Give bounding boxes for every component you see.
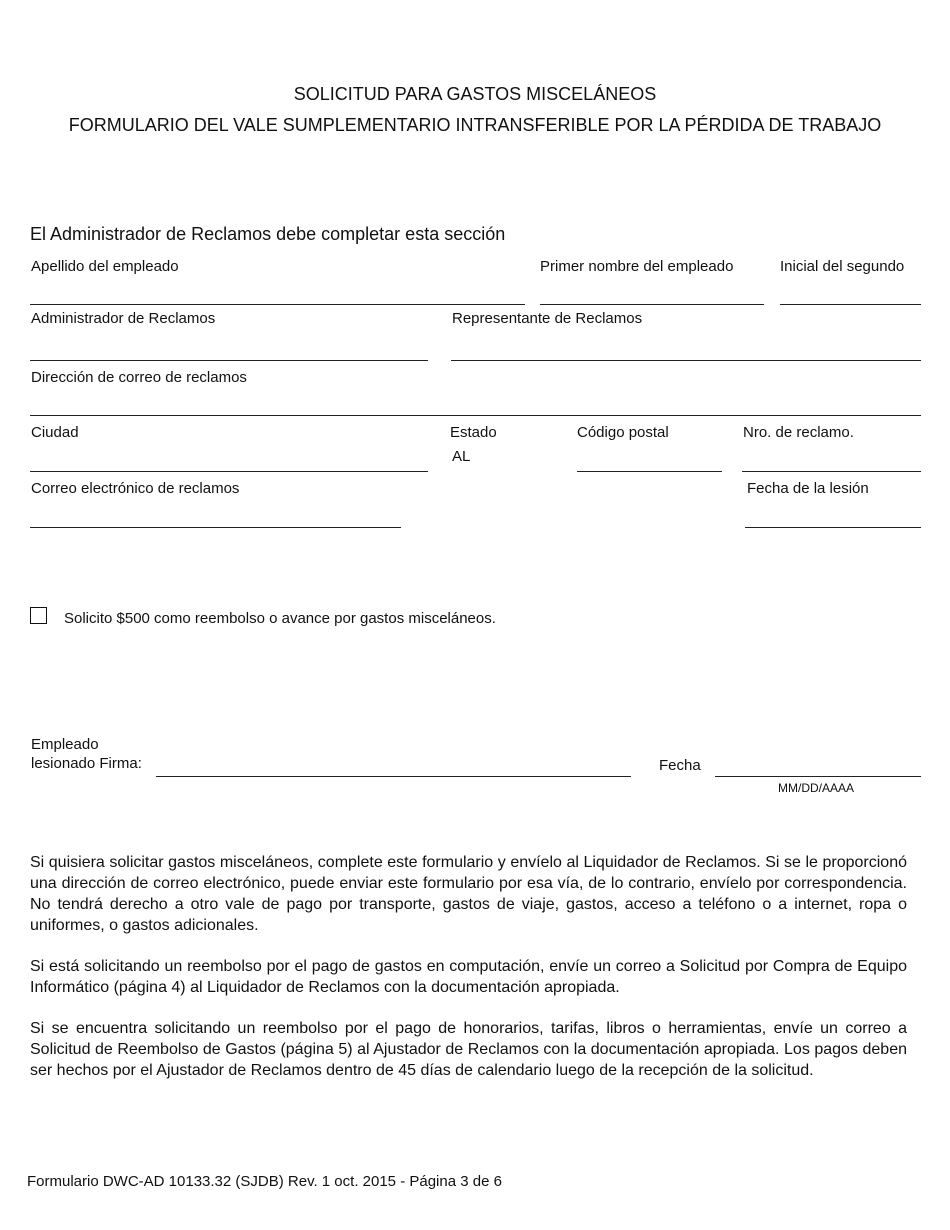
signature-date-label: Fecha <box>659 757 701 774</box>
signature-field[interactable] <box>156 776 631 777</box>
claims-administrator-field[interactable] <box>30 360 428 361</box>
section-heading: El Administrador de Reclamos debe completar esta sección <box>30 224 506 244</box>
signature-label-line1: Empleado <box>31 736 99 753</box>
instructions-paragraph-3: Si se encuentra solicitando un reembolso por el pago de honorarios, tarifas, libros o herramientas, envíe un correo a Solicitud de Reembolso de Gastos (página 5) al Ajustador de Reclamos con la documentación apropiada. Los pagos deben ser hechos por el Ajustador de Reclamos dentro de 45 días de calendario luego de la recepción de la solicitud. <box>30 1020 907 1079</box>
employee-first-name-label: Primer nombre del empleado <box>540 258 734 275</box>
middle-initial-label: Inicial del segundo <box>780 258 905 275</box>
claims-representative-label: Representante de Reclamos <box>452 310 643 327</box>
postal-code-field[interactable] <box>577 471 722 472</box>
request-checkbox[interactable] <box>30 607 47 624</box>
claims-email-field[interactable] <box>30 527 401 528</box>
instructions-paragraph-1: Si quisiera solicitar gastos misceláneos, complete este formulario y envíelo al Liquidador de Reclamos. Si se le proporcionó una dirección de correo electrónico, puede enviar este formulario por esa vía, de lo contrario, envíelo por correspondencia. No tendrá derecho a otro vale de pago por transporte, gastos de viaje, gastos, acceso a teléfono o a internet, ropa o uniformes, o gastos adicionales. <box>30 854 907 934</box>
injury-date-field[interactable] <box>745 527 921 528</box>
employee-last-name-label: Apellido del empleado <box>31 258 179 275</box>
postal-code-label: Código postal <box>577 424 669 441</box>
state-label: Estado <box>450 424 497 441</box>
signature-label-line2: lesionado Firma: <box>31 755 142 772</box>
form-footer-id: Formulario DWC-AD 10133.32 (SJDB) Rev. 1 oct. 2015 - Página 3 de 6 <box>27 1173 502 1190</box>
claim-number-field[interactable] <box>742 471 921 472</box>
claims-email-label: Correo electrónico de reclamos <box>31 480 240 497</box>
instructions-paragraph-2: Si está solicitando un reembolso por el pago de gastos en computación, envíe un correo a Solicitud por Compra de Equipo Informático (página 4) al Liquidador de Reclamos con la documentación apropiada. <box>30 958 907 996</box>
employee-first-name-field[interactable] <box>540 304 764 305</box>
injury-date-label: Fecha de la lesión <box>747 480 869 497</box>
middle-initial-field[interactable] <box>780 304 921 305</box>
claims-mailing-address-field[interactable] <box>30 415 921 416</box>
claims-administrator-label: Administrador de Reclamos <box>31 310 216 327</box>
city-field[interactable] <box>30 471 428 472</box>
claims-representative-field[interactable] <box>451 360 921 361</box>
request-checkbox-label: Solicito $500 como reembolso o avance por gastos misceláneos. <box>64 610 496 627</box>
signature-date-field[interactable] <box>715 776 921 777</box>
city-label: Ciudad <box>31 424 79 441</box>
claim-number-label: Nro. de reclamo. <box>743 424 854 441</box>
form-title: SOLICITUD PARA GASTOS MISCELÁNEOS <box>293 84 657 104</box>
claims-mailing-address-label: Dirección de correo de reclamos <box>31 369 247 386</box>
state-value[interactable]: AL <box>452 448 471 465</box>
form-subtitle: FORMULARIO DEL VALE SUMPLEMENTARIO INTRANSFERIBLE POR LA PÉRDIDA DE TRABAJO <box>68 115 882 135</box>
date-format-hint: MM/DD/AAAA <box>778 781 855 795</box>
employee-last-name-field[interactable] <box>30 304 525 305</box>
